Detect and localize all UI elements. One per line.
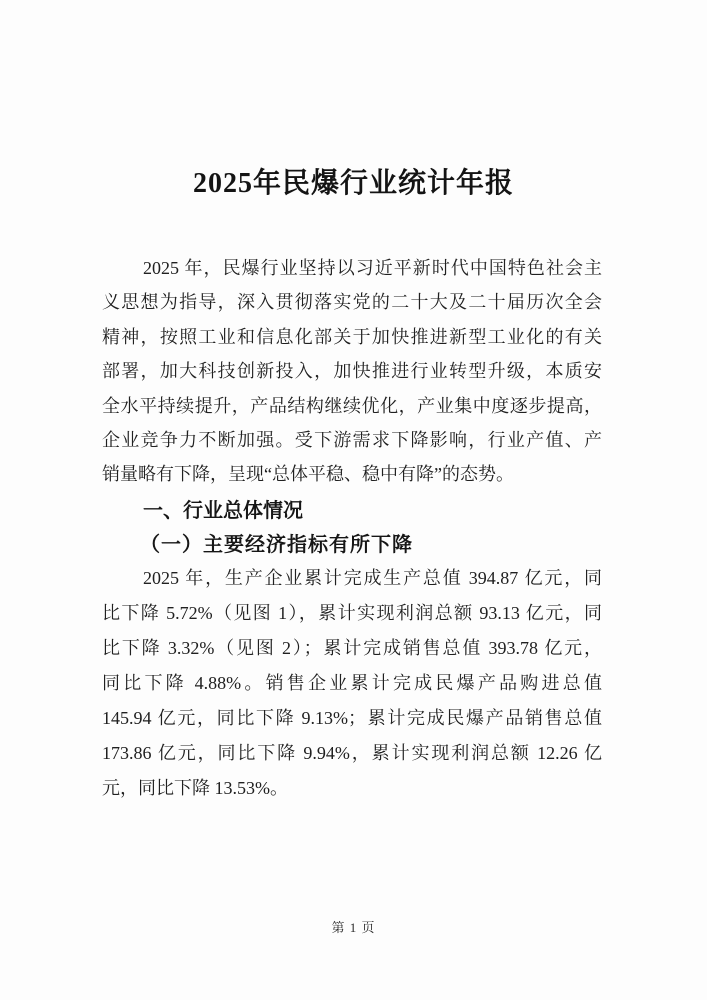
- paragraph-line: 销量略有下降，呈现“总体平稳、稳中有降”的态势。: [102, 464, 514, 485]
- paragraph-line: 义思想为指导，深入贯彻落实党的二十大及二十届历次全会: [102, 292, 602, 313]
- subsection-heading-economic-indicators: （一）主要经济指标有所下降: [140, 534, 413, 556]
- paragraph-line: 比下降 5.72%（见图 1），累计实现利润总额 93.13 亿元，同: [102, 603, 602, 623]
- section-heading-industry-overview: 一、行业总体情况: [143, 500, 303, 522]
- paragraph-line: 企业竞争力不断加强。受下游需求下降影响，行业产值、产: [102, 429, 602, 450]
- paragraph-line: 173.86 亿元，同比下降 9.94%，累计实现利润总额 12.26 亿: [102, 743, 602, 763]
- paragraph-line: 同比下降 4.88%。销售企业累计完成民爆产品购进总值: [102, 673, 602, 693]
- paragraph-line: 精神，按照工业和信息化部关于加快推进新型工业化的有关: [102, 326, 602, 347]
- economics-paragraph: [102, 561, 602, 806]
- page-footer: [0, 918, 707, 938]
- paragraph-line: 2025 年，民爆行业坚持以习近平新时代中国特色社会主: [143, 258, 602, 278]
- paragraph-line: 元，同比下降 13.53%。: [102, 778, 288, 798]
- paragraph-line: 部署，加大科技创新投入，加快推进行业转型升级，本质安: [102, 361, 602, 382]
- paragraph-line: 全水平持续提升，产品结构继续优化，产业集中度逐步提高，: [102, 395, 602, 416]
- paragraph-line: 2025 年，生产企业累计完成生产总值 394.87 亿元，同: [143, 568, 602, 588]
- document-title: 2025年民爆行业统计年报: [192, 168, 514, 199]
- paragraph-line: 145.94 亿元，同比下降 9.13%；累计完成民爆产品销售总值: [102, 708, 602, 728]
- intro-paragraph: [102, 251, 602, 492]
- paragraph-line: 比下降 3.32%（见图 2）；累计完成销售总值 393.78 亿元，: [102, 638, 602, 658]
- page-number: 第 1 页: [331, 920, 376, 935]
